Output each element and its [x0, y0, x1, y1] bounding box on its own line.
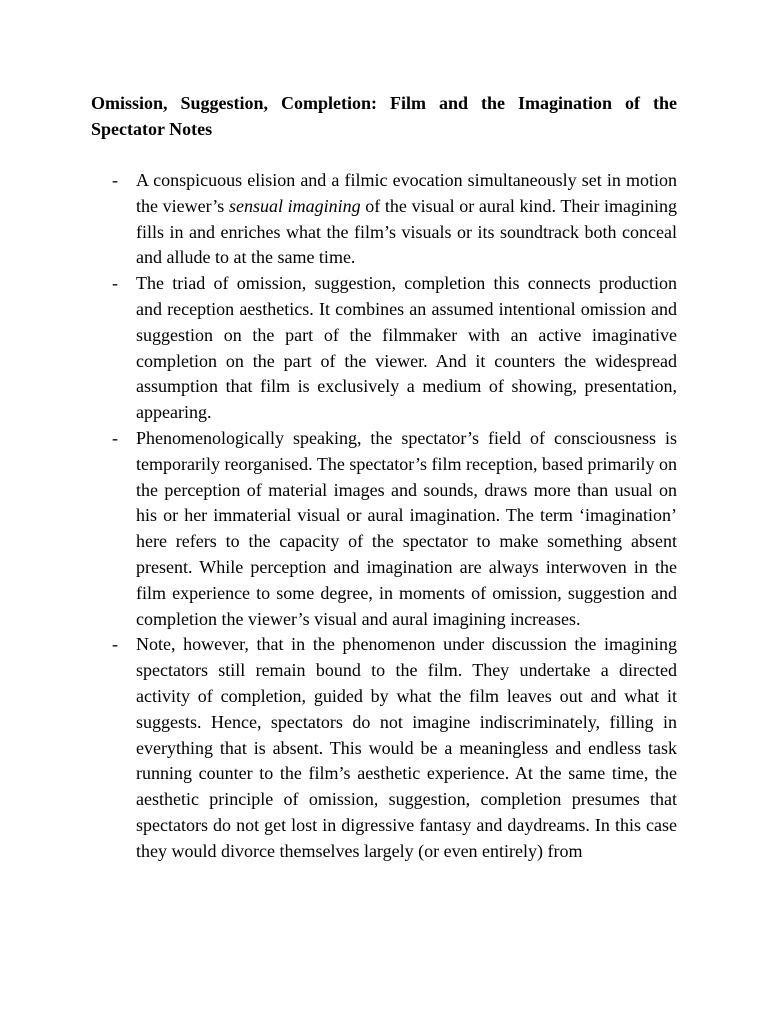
- bullet-dash: -: [112, 273, 118, 294]
- bullet-dash: -: [112, 170, 118, 190]
- list-item: [91, 632, 677, 864]
- note-text-start: A conspicuous elision and a filmic evocation simultaneously set in motion the viewer’s: [136, 170, 677, 216]
- emphasized-phrase: sensual imagining: [228, 195, 361, 216]
- notes-list: [91, 168, 677, 865]
- note-text-end: of the visual or aural kind. Their imagining fills in and enriches what the film’s visuals or its soundtrack both conceal and allude to at the same time.: [136, 195, 677, 268]
- list-item: [91, 426, 677, 632]
- list-item: [91, 168, 677, 271]
- note-text: [136, 170, 677, 267]
- bullet-dash: -: [112, 427, 118, 448]
- note-text: Note, however, that in the phenomenon under discussion the imagining spectators still remain bound to the film. They undertake a directed activity of completion, guided by what the film leaves out and what it suggests. Hence, spectators do not imagine indiscriminately, filling in everything that is absent. This would be a meaningless and endless task running counter to the film’s aesthetic experience. At the same time, the aesthetic principle of omission, suggestion, completion presumes that spectators do not get lost in digressive fantasy and daydreams. In this case they would divorce themselves largely (or even entirely) from: [136, 634, 677, 861]
- note-text: Phenomenologically speaking, the spectator’s field of consciousness is temporarily reorganised. The spectator’s film reception, based primarily on the perception of material images and sounds, draws more than usual on his or her immaterial visual or aural imagination. The term ‘imagination’ here refers to the capacity of the spectator to make something absent present. While perception and imagination are always interwoven in the film experience to some degree, in moments of omission, suggestion and completion the viewer’s visual and aural imagining increases.: [136, 427, 677, 629]
- note-text: The triad of omission, suggestion, completion this connects production and reception aesthetics. It combines an assumed intentional omission and suggestion on the part of the filmmaker with an active imaginative completion on the part of the viewer. And it counters the widespread assumption that film is exclusively a medium of showing, presentation, appearing.: [136, 273, 677, 423]
- bullet-dash: -: [112, 634, 118, 655]
- list-item: [91, 271, 677, 426]
- document-title: Omission, Suggestion, Completion: Film and the Imagination of the Spectator Notes: [91, 93, 677, 139]
